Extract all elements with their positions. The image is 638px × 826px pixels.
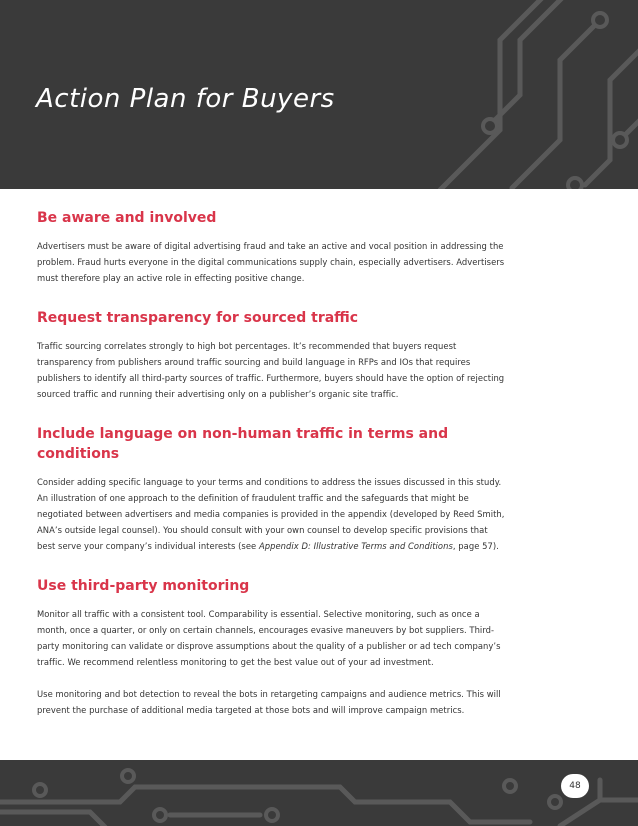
main-content (37, 208, 507, 718)
footer-band (0, 760, 638, 826)
section-heading: Request transparency for sourced traffic (37, 310, 359, 326)
section-include-language (37, 424, 507, 554)
header-band (0, 0, 638, 189)
section-paragraph: Advertisers must be aware of digital advertising fraud and take an active and vocal position in addressing the problem. Fraud hurts everyone in the digital communications supply chain, especially advertisers. Advertisers must therefore play an active role in effecting positive change. (37, 241, 505, 283)
section-be-aware (37, 208, 507, 286)
section-heading: Use third-party monitoring (37, 578, 250, 594)
appendix-reference: Appendix D: Illustrative Terms and Conditions (258, 541, 453, 551)
section-heading: Include language on non-human traffic in terms and conditions (37, 426, 449, 462)
page-title: Action Plan for Buyers (36, 84, 335, 114)
paragraph-text-end: , page 57). (452, 541, 499, 551)
circuit-decoration (0, 760, 638, 826)
section-paragraph: Monitor all traffic with a consistent tool. Comparability is essential. Selective monitoring, such as once a month, once a quarter, or only on certain channels, encourages evasive maneuvers by bot suppliers. Third-party monitoring can validate or disprove assumptions about the quality of a publisher or ad tech company’s traffic. We recommend relentless monitoring to get the best value out of your ad investment. (37, 609, 501, 667)
page-number-badge: 48 (561, 774, 589, 798)
section-heading: Be aware and involved (37, 210, 217, 226)
paragraph-text: Consider adding specific language to your terms and conditions to address the issues discussed in this study. An illustration of one approach to the definition of fraudulent traffic and the safeguards that might be negotiated between advertisers and media companies is provided in the appendix (developed by Reed Smith, ANA’s outside legal counsel). You should consult with your own counsel to develop specific provisions that best serve your company’s individual interests (see (37, 477, 505, 551)
section-third-party-monitoring (37, 576, 507, 718)
section-paragraph (37, 474, 507, 554)
section-request-transparency (37, 308, 507, 402)
section-paragraph: Use monitoring and bot detection to reveal the bots in retargeting campaigns and audience metrics. This will prevent the purchase of additional media targeted at those bots and will improve campaign metrics. (37, 689, 501, 715)
section-paragraph: Traffic sourcing correlates strongly to high bot percentages. It’s recommended that buyers request transparency from publishers around traffic sourcing and build language in RFPs and IOs that requires publishers to identify all third-party sources of traffic. Furthermore, buyers should have the option of rejecting sourced traffic and running their advertising only on a publisher’s organic site traffic. (37, 341, 505, 399)
